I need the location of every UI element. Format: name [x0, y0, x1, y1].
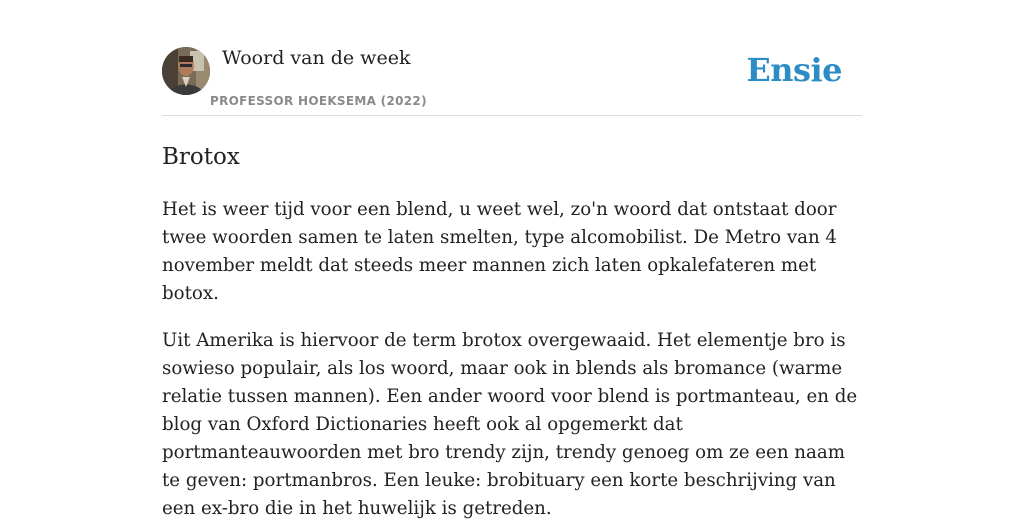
author-name[interactable]: PROFESSOR HOEKSEMA (2022) [210, 94, 427, 108]
entry-header [162, 44, 862, 116]
entry-card [162, 44, 862, 523]
entry-paragraph-1: Het is weer tijd voor een blend, u weet wel, zo'n woord dat ontstaat door twee woorden samen te laten smelten, type alcomobilist. De Metro van 4 november meldt dat steeds meer mannen zich laten opkalefateren met botox. [162, 199, 838, 304]
entry-title: Brotox [162, 144, 240, 170]
author-avatar[interactable] [162, 47, 210, 95]
author-avatar-image [162, 47, 210, 95]
collection-title[interactable]: Woord van de week [222, 47, 411, 69]
brand-logo[interactable]: Ensie [746, 51, 842, 89]
entry-paragraph-2: Uit Amerika is hiervoor de term brotox overgewaaid. Het elementje bro is sowieso populair, als los woord, maar ook in blends als bromance (warme relatie tussen mannen). Een ander woord voor blend is portmanteau, en de blog van Oxford Dictionaries heeft ook al opgemerkt dat portmanteauwoorden met bro trendy zijn, trendy genoeg om ze een naam te geven: portmanbros. Een leuke: brobituary een korte beschrijving van een ex-bro die in het huwelijk is getreden. [162, 330, 858, 519]
